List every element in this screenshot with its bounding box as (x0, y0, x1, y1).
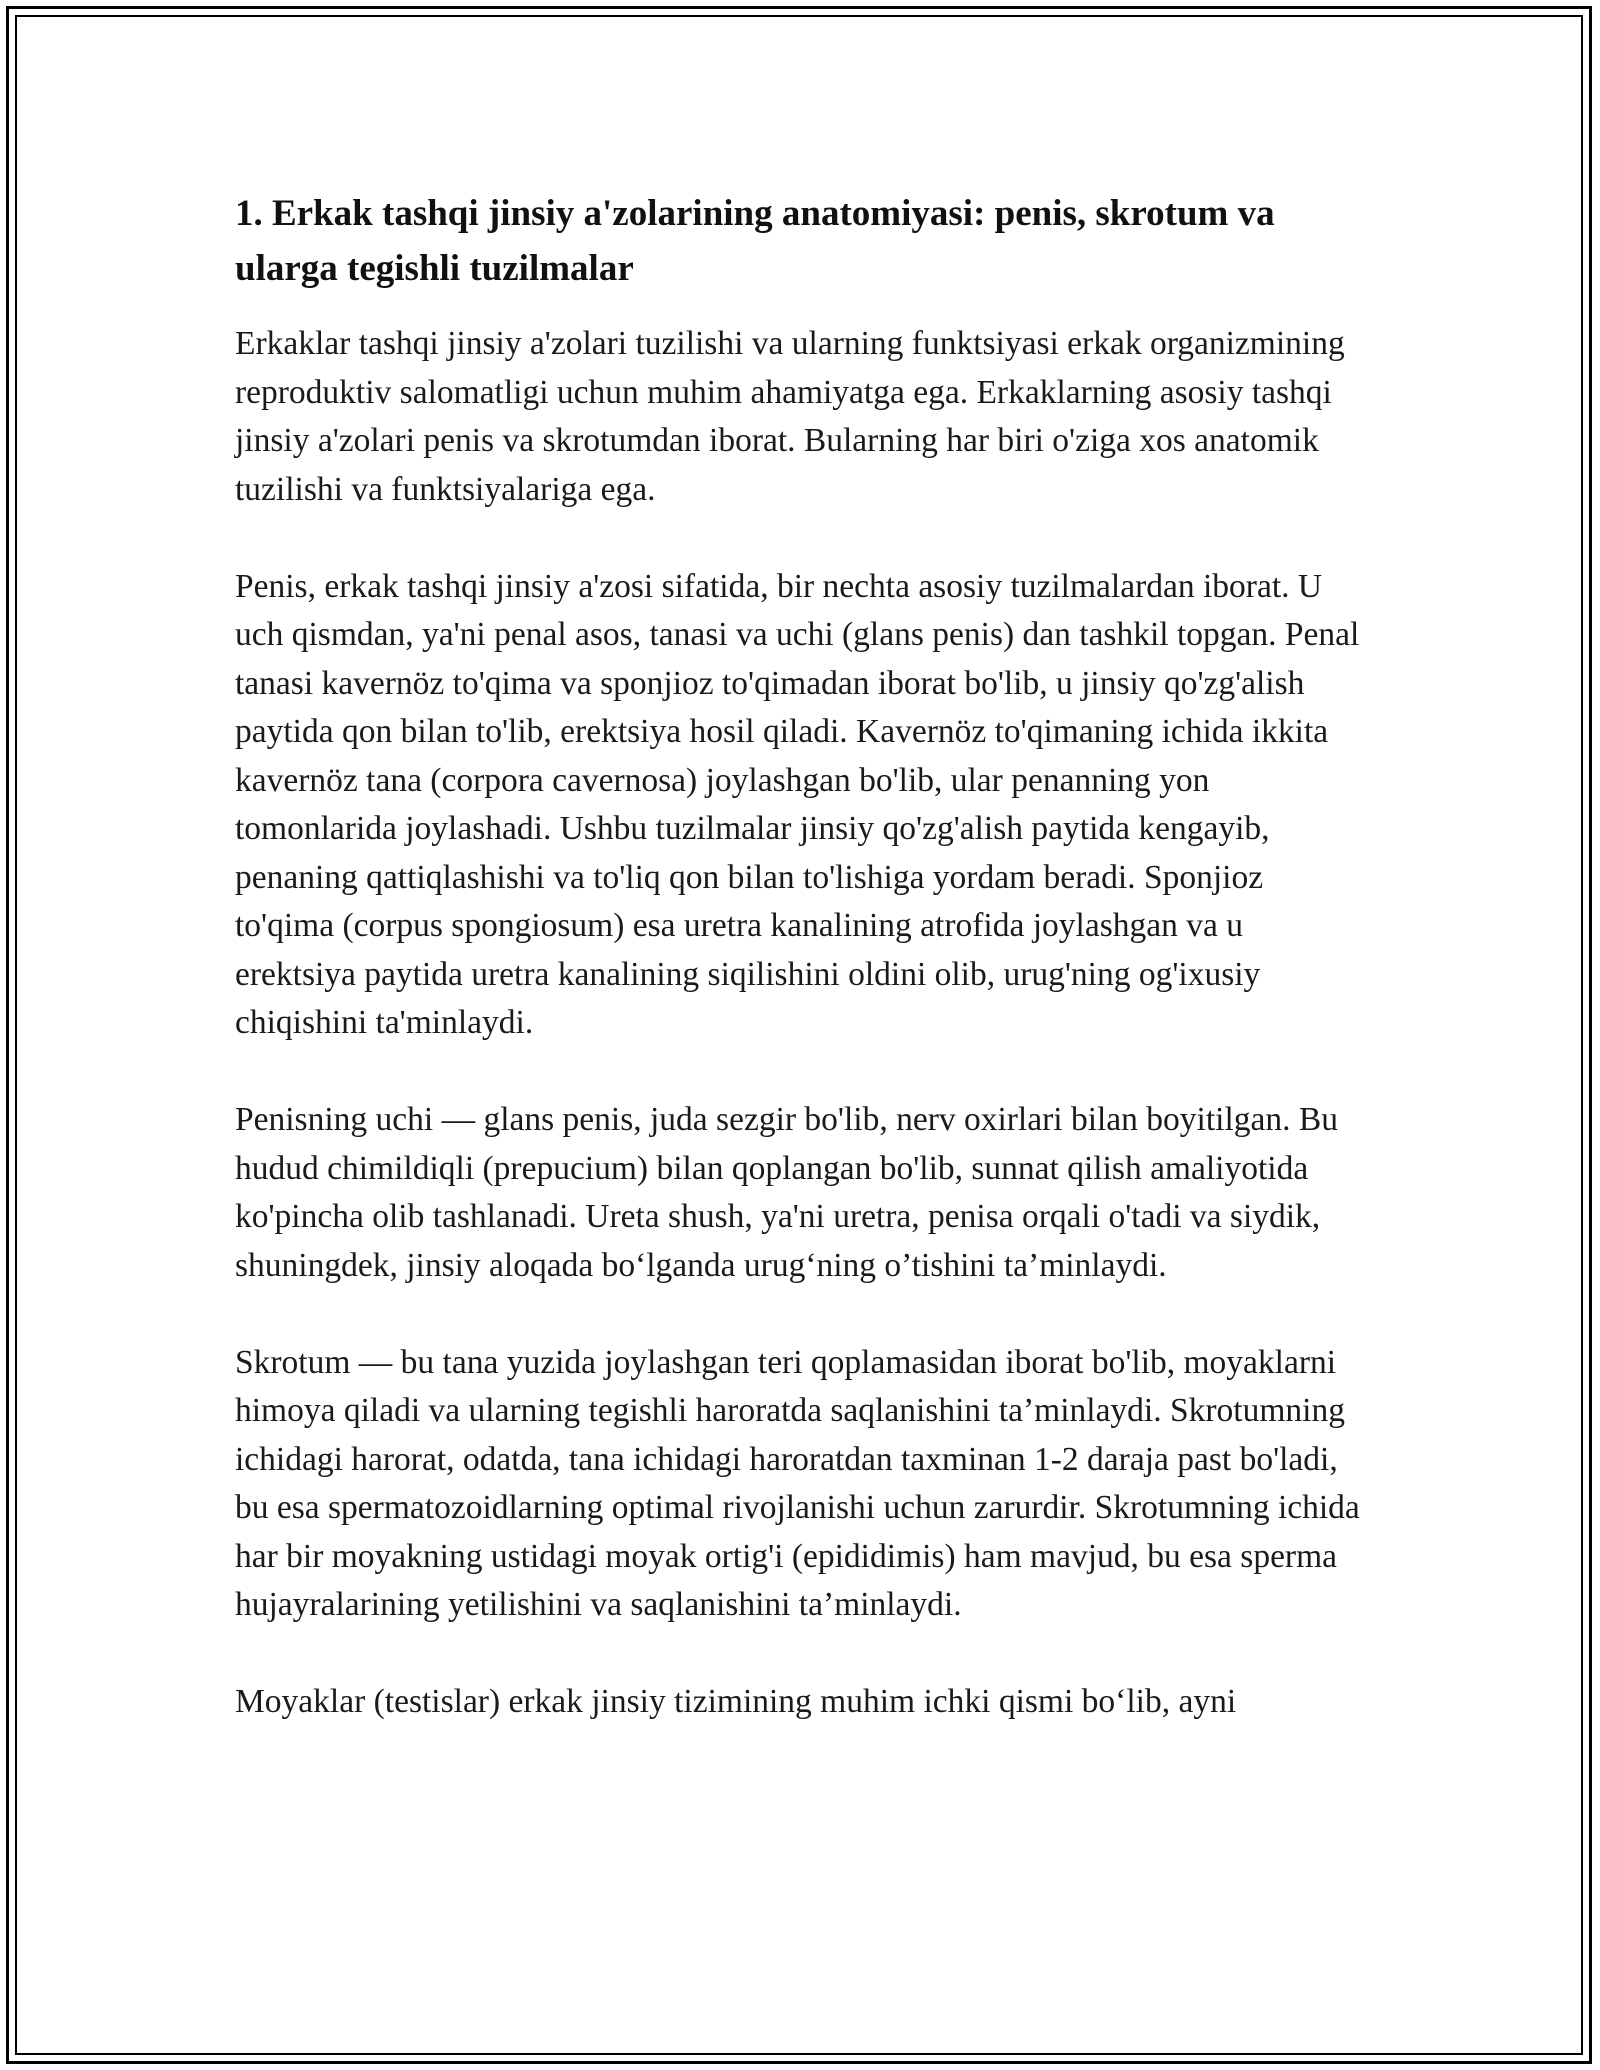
paragraph-scrotum: Skrotum — bu tana yuzida joylashgan teri qoplamasidan iborat bo'lib, moyaklarni himoya qiladi va ularning tegishli haroratda saqlanishini ta’minlaydi. Skrotumning ichidagi harorat, odatda, tana ichidagi haroratdan taxminan 1-2 daraja past bo'ladi, bu esa spermatozoidlarning optimal rivojlanishi uchun zarurdir. Skrotumning ichida har bir moyakning ustidagi moyak ortig'i (epididimis) ham mavjud, bu esa sperma hujayralarining yetilishini va saqlanishini ta’minlaydi. (235, 1343, 1360, 1623)
paragraph-glans-penis: Penisning uchi — glans penis, juda sezgir bo'lib, nerv oxirlari bilan boyitilgan. Bu hudud chimildiqli (prepucium) bilan qoplangan bo'lib, sunnat qilish amaliyotida ko'pincha olib tashlanadi. Ureta shush, ya'ni uretra, penisa orqali o'tadi va siydik, shuningdek, jinsiy aloqada bo‘lganda urug‘ning o’tishini ta’minlaydi. (235, 1101, 1338, 1284)
paragraph-penis-structure: Penis, erkak tashqi jinsiy a'zosi sifatida, bir nechta asosiy tuzilmalardan iborat. U uch qismdan, ya'ni penal asos, tanasi va uchi (glans penis) dan tashkil topgan. Penal tanasi kavernöz to'qima va sponjioz to'qimadan iborat bo'lib, u jinsiy qo'zg'alish paytida qon bilan to'lib, erektsiya hosil qiladi. Kavernöz to'qimaning ichida ikkita kavernöz tana (corpora cavernosa) joylashgan bo'lib, ular penanning yon tomonlarida joylashadi. Ushbu tuzilmalar jinsiy qo'zg'alish paytida kengayib, penaning qattiqlashishi va to'liq qon bilan to'lishiga yordam beradi. Sponjioz to'qima (corpus spongiosum) esa uretra kanalining atrofida joylashgan va u erektsiya paytida uretra kanalining siqilishini oldini olib, urug'ning og'ixusiy chiqishini ta'minlaydi. (235, 567, 1360, 1041)
paragraph-intro: Erkaklar tashqi jinsiy a'zolari tuzilishi va ularning funktsiyasi erkak organizmining reproduktiv salomatligi uchun muhim ahamiyatga ega. Erkaklarning asosiy tashqi jinsiy a'zolari penis va skrotumdan iborat. Bularning har biri o'ziga xos anatomik tuzilishi va funktsiyalariga ega. (235, 325, 1345, 508)
paragraph-testes: Moyaklar (testislar) erkak jinsiy tizimining muhim ichki qismi bo‘lib, ayni (235, 1683, 1237, 1720)
document-body (235, 186, 1370, 1775)
section-heading: 1. Erkak tashqi jinsiy a'zolarining anatomiyasi: penis, skrotum va ularga tegishli tuzilmalar (235, 193, 1275, 289)
